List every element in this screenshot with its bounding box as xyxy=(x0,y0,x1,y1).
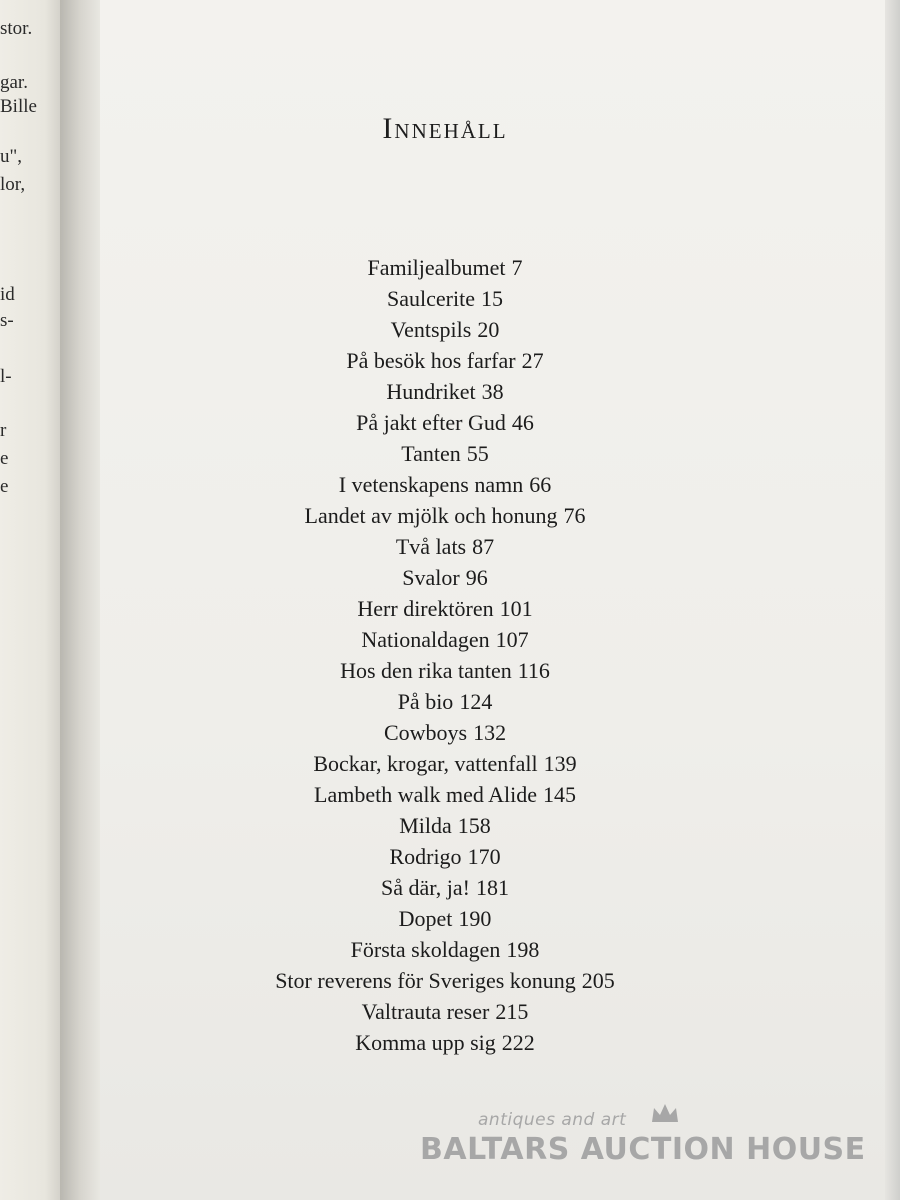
toc-entry-title: Nationaldagen xyxy=(361,627,490,652)
toc-entry xyxy=(0,469,890,500)
toc-entry-page: 132 xyxy=(473,720,507,745)
toc-entry-page: 76 xyxy=(563,503,586,528)
page-title: Innehåll xyxy=(382,112,508,145)
toc-entry xyxy=(0,779,890,810)
toc-entry-title: Landet av mjölk och honung xyxy=(304,503,558,528)
left-page-fragment: e xyxy=(0,448,9,469)
toc-entry xyxy=(0,934,890,965)
toc-entry-page: 145 xyxy=(543,782,576,807)
toc-entry xyxy=(0,965,890,996)
toc-entry-page: 55 xyxy=(466,441,489,466)
toc-entry-title: Tanten xyxy=(401,441,461,466)
left-page-fragment: u", xyxy=(0,146,23,167)
toc-entry-title: Cowboys xyxy=(383,720,468,745)
toc-entry-title: Stor reverens för Sveriges konung xyxy=(275,968,576,993)
toc-entry-page: 139 xyxy=(543,751,577,776)
toc-entry-page: 96 xyxy=(465,565,488,590)
toc-entry xyxy=(0,748,890,779)
toc-entry-title: På bio xyxy=(397,689,454,714)
toc-entry xyxy=(0,283,890,314)
toc-entry xyxy=(0,655,890,686)
toc-entry-page: 170 xyxy=(467,844,501,869)
left-page-fragment: r xyxy=(0,420,7,441)
toc-entry xyxy=(0,407,890,438)
left-page-fragment: gar. xyxy=(0,72,28,93)
left-page-fragment: stor. xyxy=(0,18,33,39)
left-page-fragment: id xyxy=(0,284,15,305)
toc-entry-title: Milda xyxy=(399,813,452,838)
left-page-fragment: Bille xyxy=(0,96,37,117)
left-page-fragment: lor, xyxy=(0,174,26,195)
toc-entry xyxy=(0,252,890,283)
toc-entry-page: 158 xyxy=(457,813,491,838)
toc-entry xyxy=(0,376,890,407)
toc-entry xyxy=(0,1027,890,1058)
toc-entry-title: Valtrauta reser xyxy=(361,999,490,1024)
toc-entry xyxy=(0,903,890,934)
toc-entry-page: 20 xyxy=(477,317,500,342)
toc-entry-title: Svalor xyxy=(402,565,460,590)
table-of-contents xyxy=(0,252,890,1058)
toc-entry xyxy=(0,593,890,624)
toc-entry-page: 87 xyxy=(472,534,495,559)
toc-entry-page: 205 xyxy=(581,968,615,993)
toc-entry-page: 190 xyxy=(458,906,492,931)
toc-entry-page: 124 xyxy=(459,689,493,714)
toc-entry-title: I vetenskapens namn xyxy=(338,472,524,497)
toc-entry-title: Hundriket xyxy=(386,379,476,404)
toc-entry-page: 116 xyxy=(517,658,550,683)
toc-entry-title: Första skoldagen xyxy=(350,937,501,962)
toc-entry xyxy=(0,531,890,562)
toc-entry-page: 215 xyxy=(495,999,529,1024)
toc-entry-page: 15 xyxy=(480,286,503,311)
watermark-subtitle: antiques and art xyxy=(478,1110,627,1130)
left-page-fragment: s- xyxy=(0,310,14,331)
toc-entry xyxy=(0,562,890,593)
toc-entry-page: 66 xyxy=(529,472,552,497)
toc-entry-title: Lambeth walk med Alide xyxy=(314,782,537,807)
toc-entry-title: Bockar, krogar, vattenfall xyxy=(313,751,538,776)
toc-entry xyxy=(0,996,890,1027)
toc-entry xyxy=(0,872,890,903)
toc-entry-page: 101 xyxy=(499,596,533,621)
toc-entry xyxy=(0,345,890,376)
toc-entry xyxy=(0,624,890,655)
watermark-name: BALTARS AUCTION HOUSE xyxy=(420,1132,866,1167)
toc-entry-page: 107 xyxy=(495,627,529,652)
toc-entry-page: 46 xyxy=(511,410,534,435)
toc-entry-title: Dopet xyxy=(398,906,453,931)
toc-entry-page: 222 xyxy=(501,1030,535,1055)
toc-entry-title: Rodrigo xyxy=(389,844,462,869)
toc-entry-title: Hos den rika tanten xyxy=(340,658,512,683)
toc-entry-title: Familjealbumet xyxy=(367,255,506,280)
toc-entry-page: 198 xyxy=(506,937,540,962)
toc-entry xyxy=(0,438,890,469)
toc-entry-title: Herr direktören xyxy=(357,596,494,621)
toc-entry-title: Saulcerite xyxy=(387,286,475,311)
toc-entry xyxy=(0,686,890,717)
toc-entry-title: Komma upp sig xyxy=(355,1030,496,1055)
left-page-fragment: e xyxy=(0,476,9,497)
toc-entry-title: Två lats xyxy=(395,534,467,559)
toc-entry-title: På besök hos farfar xyxy=(346,348,516,373)
toc-entry-title: Ventspils xyxy=(390,317,472,342)
toc-entry xyxy=(0,810,890,841)
toc-entry xyxy=(0,717,890,748)
toc-entry-page: 181 xyxy=(475,875,509,900)
toc-entry-title: På jakt efter Gud xyxy=(356,410,506,435)
toc-entry xyxy=(0,314,890,345)
toc-entry-page: 7 xyxy=(511,255,523,280)
toc-entry xyxy=(0,500,890,531)
crown-icon xyxy=(650,1102,680,1126)
toc-entry xyxy=(0,841,890,872)
left-page-fragment: l- xyxy=(0,366,12,387)
toc-entry-page: 38 xyxy=(481,379,504,404)
toc-entry-page: 27 xyxy=(521,348,544,373)
toc-entry-title: Så där, ja! xyxy=(381,875,470,900)
